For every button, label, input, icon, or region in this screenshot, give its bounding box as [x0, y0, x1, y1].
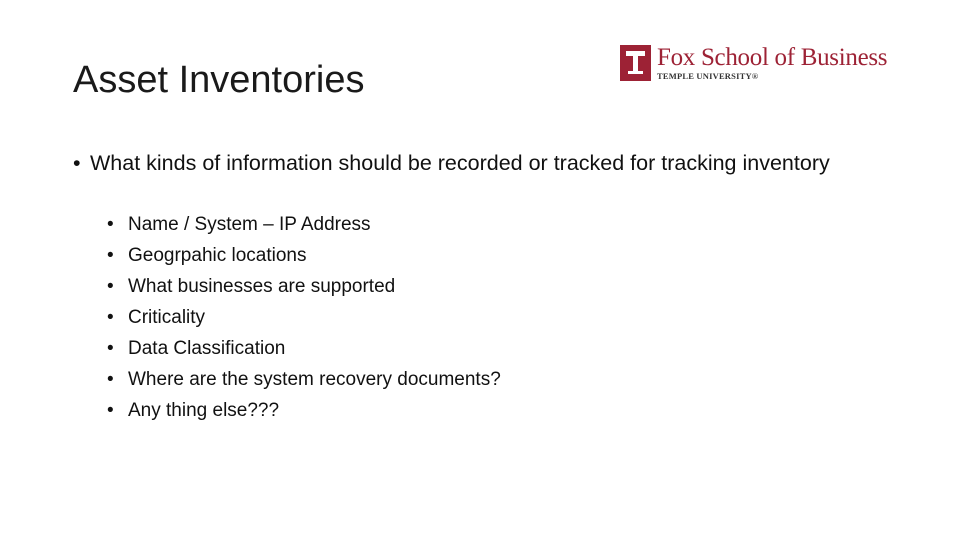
bullet-marker: •: [107, 245, 114, 266]
sub-bullet-text: Where are the system recovery documents?: [128, 369, 501, 390]
fox-school-logo: [620, 44, 887, 82]
temple-t-icon: [620, 45, 651, 81]
bullet-marker: •: [107, 400, 114, 421]
sub-bullet-item: [107, 211, 501, 242]
bullet-marker: •: [107, 307, 114, 328]
sub-bullet-item: [107, 273, 501, 304]
sub-bullet-item: [107, 304, 501, 335]
bullet-marker: •: [107, 276, 114, 297]
sub-bullet-text: What businesses are supported: [128, 276, 396, 297]
bullet-marker: •: [73, 151, 81, 175]
slide-title: Asset Inventories: [73, 59, 365, 101]
bullet-marker: •: [107, 369, 114, 390]
sub-bullet-text: Criticality: [128, 307, 206, 328]
logo-subtitle: TEMPLE UNIVERSITY®: [657, 71, 759, 82]
sub-bullet-list: [107, 211, 501, 428]
bullet-marker: •: [107, 214, 114, 235]
logo-wordmark: [657, 45, 887, 81]
main-bullet: [73, 148, 893, 178]
bullet-marker: •: [107, 338, 114, 359]
sub-bullet-text: Geogrpahic locations: [128, 245, 307, 266]
sub-bullet-text: Any thing else???: [128, 400, 280, 421]
logo-name: Fox School of Business: [657, 44, 888, 72]
sub-bullet-item: [107, 397, 501, 428]
sub-bullet-item: [107, 242, 501, 273]
main-bullet-text: What kinds of information should be recorded or tracked for tracking inventory: [90, 151, 830, 175]
sub-bullet-item: [107, 335, 501, 366]
sub-bullet-text: Data Classification: [128, 338, 286, 359]
sub-bullet-item: [107, 366, 501, 397]
sub-bullet-text: Name / System – IP Address: [128, 214, 371, 235]
